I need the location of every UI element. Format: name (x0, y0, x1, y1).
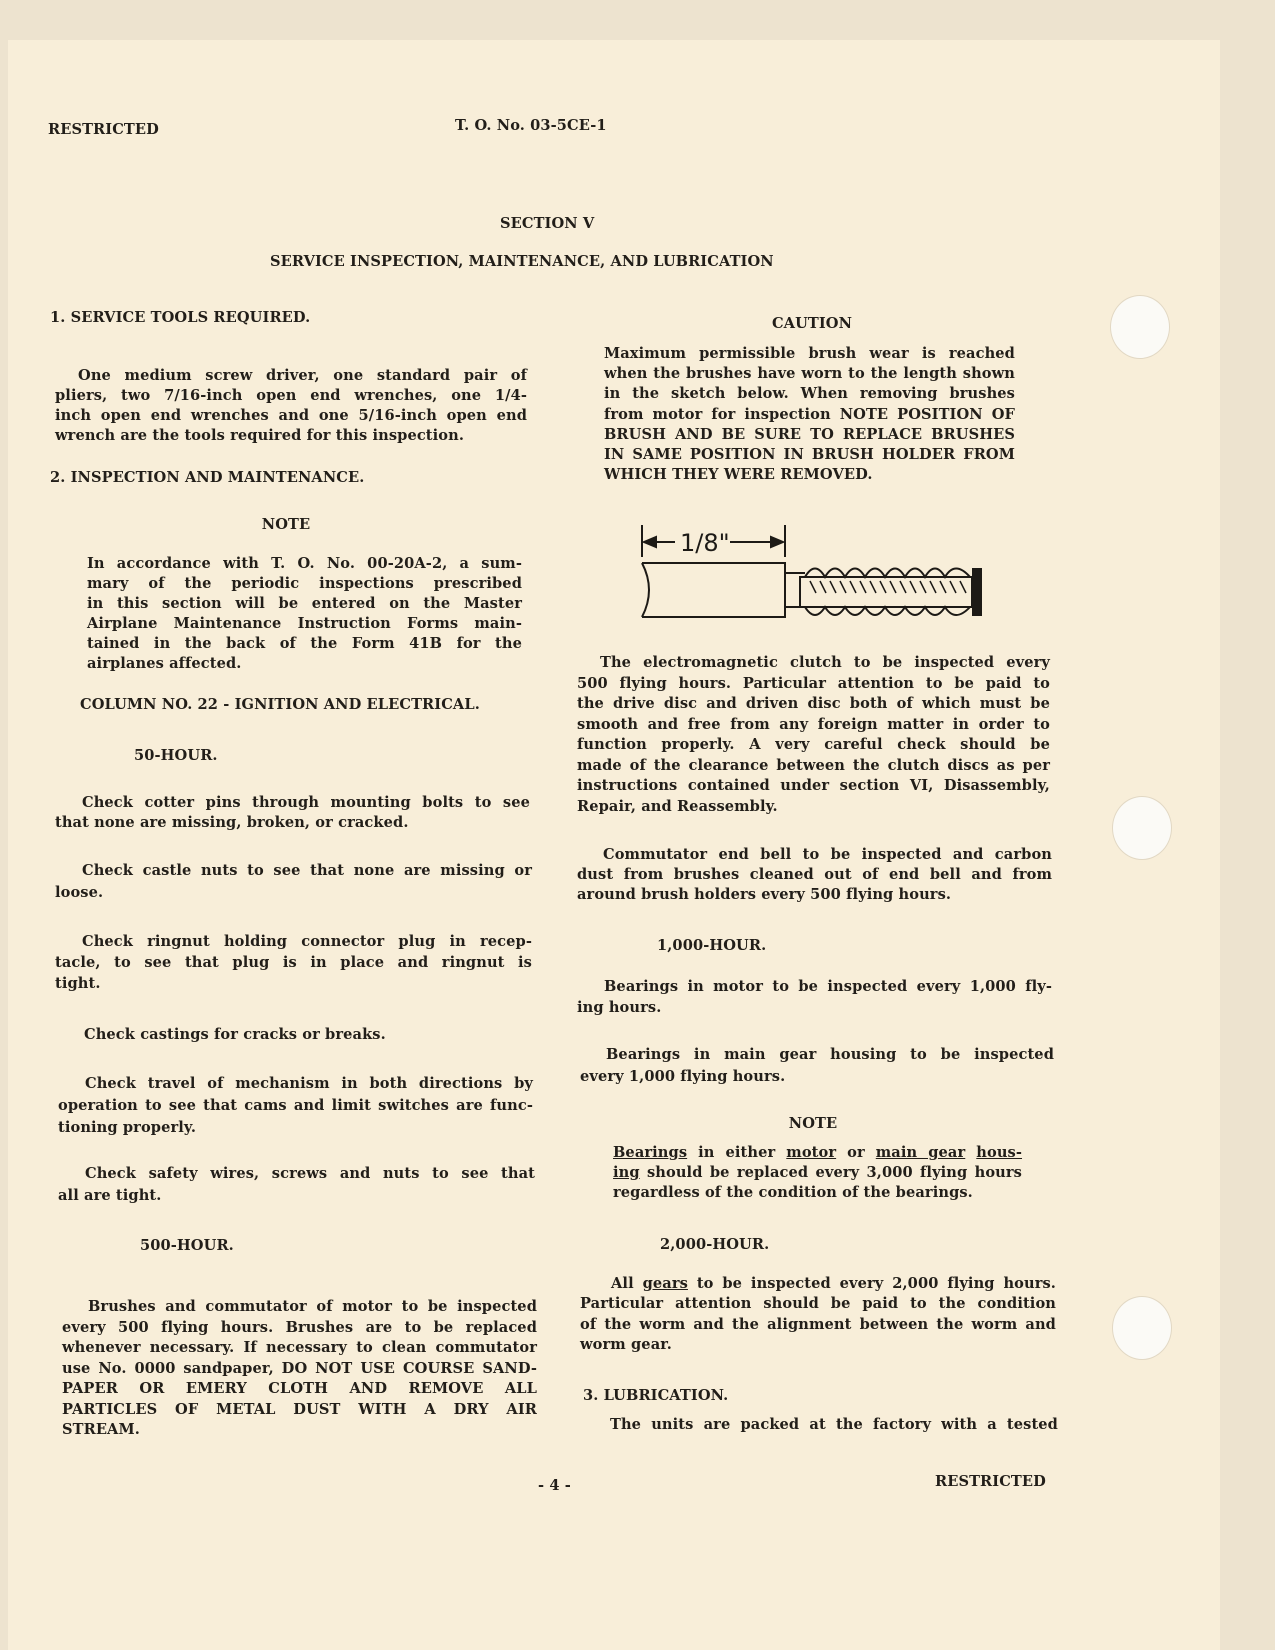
caution-line: WHICH THEY WERE REMOVED. (604, 466, 873, 484)
p50b-line: loose. (55, 884, 104, 901)
p2000-line: worm gear. (580, 1335, 672, 1353)
p2000-line: of the worm and the alignment between the worm and (580, 1315, 1056, 1333)
underlined-term: main gear (875, 1144, 966, 1161)
page-number: - 4 - (538, 1477, 571, 1494)
p1000b-line: Bearings in main gear housing to be inspected (606, 1046, 1054, 1063)
h1000-line: 1,000-HOUR. (657, 937, 767, 954)
p50e-line: Check travel of mechanism in both directions by (85, 1075, 533, 1092)
p-clutch-line: instructions contained under section VI, Disassembly, (577, 777, 1050, 794)
h2000-line: 2,000-HOUR. (660, 1236, 770, 1253)
p500-line: use No. 0000 sandpaper, DO NOT USE COURSE SAND- (62, 1359, 537, 1377)
p50c-line: tacle, to see that plug is in place and ringnut is (55, 954, 532, 971)
p-lub-line: The units are packed at the factory with a tested (610, 1416, 1058, 1433)
p-clutch-line: made of the clearance between the clutch discs as per (577, 756, 1050, 774)
caution-line: IN SAME POSITION IN BRUSH HOLDER FROM (604, 446, 1015, 463)
p50e-line: tioning properly. (58, 1119, 197, 1136)
p50a-line: Check cotter pins through mounting bolts to see (82, 794, 530, 811)
p500-line: STREAM. (62, 1421, 140, 1438)
note2-line (613, 1143, 1022, 1163)
h500-line: 500-HOUR. (140, 1237, 234, 1254)
caution-line: in the sketch below. When removing brushes (604, 385, 1015, 403)
underlined-term: Bearings (613, 1144, 688, 1161)
note1-line: Airplane Maintenance Instruction Forms main- (87, 615, 522, 632)
p-tools-line: wrench are the tools required for this inspection. (55, 427, 465, 444)
sketch-dimension-label: 1/8" (680, 529, 730, 557)
footer-restricted: RESTRICTED (935, 1473, 1046, 1490)
note2-line: regardless of the condition of the bearings. (613, 1184, 973, 1201)
caution-line: Maximum permissible brush wear is reached (604, 345, 1015, 362)
p50d-line: Check castings for cracks or breaks. (84, 1026, 386, 1043)
note1-line: airplanes affected. (87, 655, 242, 672)
underlined-term: ing (613, 1164, 640, 1181)
underlined-term: motor (786, 1144, 837, 1161)
p-clutch-line: 500 flying hours. Particular attention to be paid to (577, 674, 1050, 692)
underlined-term: hous- (976, 1144, 1023, 1161)
p1000b-line: every 1,000 flying hours. (580, 1068, 786, 1085)
p-clutch-line: the drive disc and driven disc both of which must be (577, 695, 1050, 712)
punch-hole (1112, 796, 1172, 860)
punch-hole (1112, 1296, 1172, 1360)
h3-line: 3. LUBRICATION. (583, 1387, 729, 1404)
text-segment: to be inspected every 2,000 flying hours. (687, 1275, 1056, 1292)
p-comm-line: dust from brushes cleaned out of end bell and from (577, 866, 1052, 883)
note1-line: mary of the periodic inspections prescribed (87, 575, 522, 592)
p-comm-line: Commutator end bell to be inspected and carbon (603, 846, 1052, 863)
text-segment: should be replaced every 3,000 flying hours (639, 1164, 1022, 1181)
p500-line: Brushes and commutator of motor to be inspected (88, 1298, 537, 1315)
note1-line: In accordance with T. O. No. 00-20A-2, a sum- (87, 555, 522, 572)
caution-title-line: CAUTION (771, 315, 853, 332)
h2-line: 2. INSPECTION AND MAINTENANCE. (50, 469, 365, 486)
note1-line: tained in the back of the Form 41B for the (87, 635, 522, 652)
p500-line: PAPER OR EMERY CLOTH AND REMOVE ALL (62, 1380, 537, 1397)
underlined-term: gears (642, 1275, 688, 1292)
p-clutch-line: Repair, and Reassembly. (577, 797, 778, 815)
note1-title-line: NOTE (261, 516, 311, 533)
p-tools-line: One medium screw driver, one standard pair of (78, 367, 527, 384)
caution-line: when the brushes have worn to the length shown (604, 365, 1015, 383)
p-comm-line: around brush holders every 500 flying hours. (577, 886, 952, 903)
h1-line: 1. SERVICE TOOLS REQUIRED. (50, 309, 311, 326)
h50-line: 50-HOUR. (134, 747, 218, 764)
caution-line: from motor for inspection NOTE POSITION OF (604, 405, 1015, 423)
p50f-line: all are tight. (58, 1187, 162, 1204)
note1-line: in this section will be entered on the Master (87, 595, 522, 612)
p-clutch-line: The electromagnetic clutch to be inspected every (600, 654, 1050, 671)
p500-line: every 500 flying hours. Brushes are to be replaced (62, 1318, 537, 1336)
caution-line: BRUSH AND BE SURE TO REPLACE BRUSHES (604, 425, 1015, 443)
p-clutch-line: smooth and free from any foreign matter in order to (577, 715, 1050, 733)
text-segment: in either (687, 1144, 787, 1161)
p50b-line: Check castle nuts to see that none are missing or (82, 862, 532, 879)
text-segment: All (611, 1275, 643, 1292)
note2-title-line: NOTE (788, 1115, 838, 1132)
brush-wear-sketch (630, 515, 1000, 625)
p2000-line (611, 1274, 1056, 1294)
p1000a-line: ing hours. (577, 999, 662, 1016)
p50a-line: that none are missing, broken, or cracked. (55, 814, 409, 831)
p500-line: PARTICLES OF METAL DUST WITH A DRY AIR (62, 1400, 537, 1418)
p-tools-line: pliers, two 7/16-inch open end wrenches, one 1/4- (55, 387, 527, 404)
p-clutch-line: function properly. A very careful check should be (577, 736, 1050, 753)
header-restricted: RESTRICTED (48, 121, 159, 138)
p-tools-line: inch open end wrenches and one 5/16-inch open end (55, 407, 527, 424)
text-segment (965, 1144, 976, 1161)
section-number: SECTION V (500, 215, 595, 232)
p1000a-line: Bearings in motor to be inspected every 1,000 fly- (604, 978, 1052, 995)
section-title: SERVICE INSPECTION, MAINTENANCE, AND LUBRICATION (270, 253, 774, 270)
header-to-number: T. O. No. 03-5CE-1 (455, 117, 607, 134)
text-segment: or (836, 1144, 876, 1161)
p500-line: whenever necessary. If necessary to clean commutator (62, 1339, 537, 1356)
col22-line: COLUMN NO. 22 - IGNITION AND ELECTRICAL. (80, 696, 480, 713)
note2-line (613, 1163, 1022, 1183)
punch-hole (1110, 295, 1170, 359)
p2000-line: Particular attention should be paid to the condition (580, 1295, 1056, 1313)
p50e-line: operation to see that cams and limit switches are func- (58, 1097, 533, 1114)
p50c-line: tight. (55, 975, 101, 992)
p50f-line: Check safety wires, screws and nuts to see that (85, 1165, 535, 1182)
p50c-line: Check ringnut holding connector plug in recep- (82, 933, 532, 950)
